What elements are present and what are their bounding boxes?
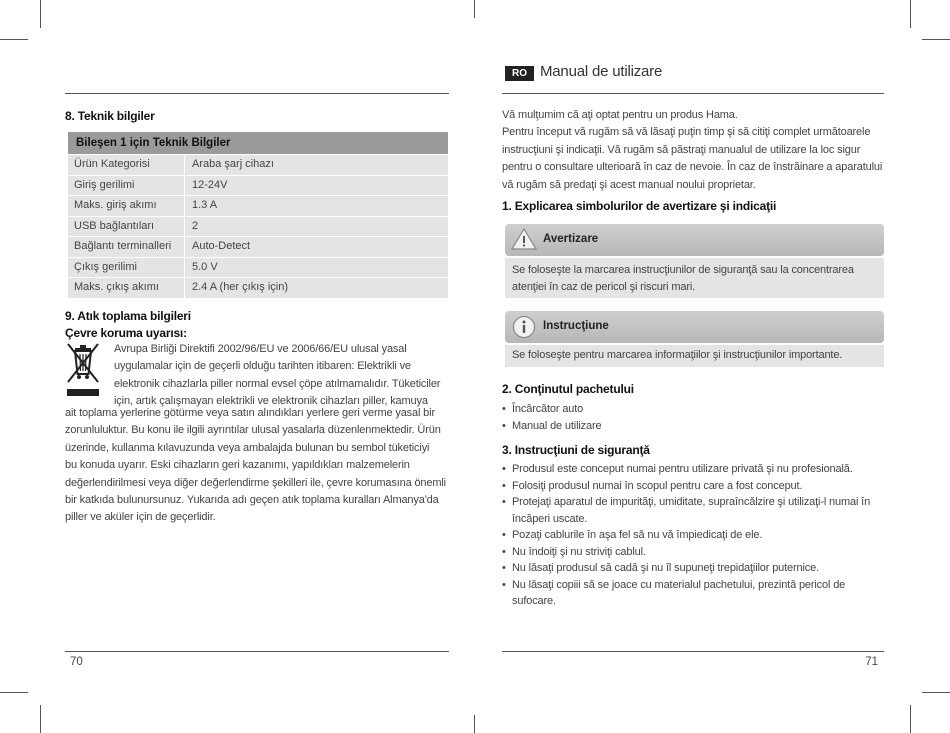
row-value: 5.0 V	[184, 258, 448, 278]
text-line: üzerinde, kullanma kılavuzunda veya ambalajda bulunan bu sembol tüketiciyi	[65, 441, 430, 454]
text-line: Folosiţi produsul numai în scopul pentru care a fost conceput.	[512, 479, 803, 492]
right-page	[502, 0, 884, 733]
crop-mark	[40, 0, 41, 28]
text-line: Se foloseşte pentru marcarea informaţiilor şi instrucţiunilor importante.	[512, 349, 843, 361]
footer-rule	[65, 651, 449, 652]
text-line: bir katkıda bulunursunuz. Yukarıda adı geçen atık toplama kuralları Almanya'da	[65, 494, 439, 507]
warning-label: Avertizare	[543, 233, 599, 245]
text-line: ait toplama yerlerine götürme veya satın alındıkları yerlere geri verme yasal bir	[65, 407, 435, 419]
crop-mark	[922, 692, 950, 693]
text-line: Nu lăsaţi produsul să cadă şi nu îl supuneţi trepidaţiilor puternice.	[512, 562, 819, 574]
text-line: sufocare.	[512, 595, 556, 607]
disposal-text	[65, 405, 446, 527]
page-number: 71	[865, 656, 878, 668]
warning-icon	[511, 227, 537, 251]
text-line: Se foloseşte la marcarea instrucţiunilor de siguranţă sau la concentrarea	[512, 264, 854, 276]
text-line: instrucţiuni şi indicaţii. Vă rugăm să păstraţi manualul de utilizare la loc sigur	[502, 143, 861, 156]
text-line: încăperi uscate.	[512, 512, 588, 525]
section-9-subtitle: Çevre koruma uyarısı:	[65, 326, 187, 340]
row-label: Çıkış gerilimi	[74, 260, 137, 273]
spec-table	[68, 132, 448, 298]
list-item	[502, 544, 884, 561]
row-label: Bağlantı terminalleri	[74, 240, 172, 252]
row-value: 1.3 A	[184, 196, 448, 216]
instruction-callout-body	[505, 345, 884, 367]
text-line: elektronik cihazlarla piller normal evsel çöpe atılmamalıdır. Tüketiciler	[114, 377, 441, 390]
text-line: piller ve aküler için de geçerlidir.	[65, 511, 216, 524]
crop-mark	[910, 705, 911, 733]
list-item	[502, 527, 884, 544]
row-value: 2	[184, 217, 448, 237]
row-label: Giriş gerilimi	[74, 178, 135, 191]
table-row	[68, 196, 448, 216]
crop-mark	[922, 39, 950, 40]
text-line: Pentru început vă rugăm să vă lăsaţi puţin timp şi să citiţi complet următoarele	[502, 126, 871, 139]
crop-mark	[474, 715, 475, 733]
section-2-title: 2. Conţinutul pachetului	[502, 382, 634, 396]
list-item	[502, 577, 884, 610]
table-row	[68, 217, 448, 237]
text-line: zorunluluktur. Bu konu ile ilgili ayrıntılar ulusal yasalarla düzenlenmektedir. Ürün	[65, 424, 441, 437]
text-line: bu konuda uyarır. Eski cihazların geri kazanımı, yapıldıkları malzemelerin	[65, 459, 410, 472]
crop-mark	[0, 39, 28, 40]
table-row	[68, 258, 448, 278]
text-line: • Nu lăsaţi copiii să se joace cu materialul pachetului, prezintă pericol de	[512, 578, 846, 591]
crop-mark	[40, 705, 41, 733]
text-line: pentru o consultare ulterioară în caz de nevoie. În caz de înstrăinare a aparatului	[502, 161, 883, 174]
section-9-title: 9. Atık toplama bilgileri	[65, 309, 191, 323]
crossed-bin-icon	[66, 342, 100, 398]
list-item	[502, 494, 884, 527]
row-label: Maks. çıkış akımı	[74, 281, 159, 293]
row-value: Araba şarj cihazı	[184, 155, 448, 175]
table-row	[68, 278, 448, 298]
text-line: Pozaţi cablurile în aşa fel să nu vă împiedicaţi de ele.	[512, 529, 763, 541]
package-contents-list	[502, 401, 601, 434]
warning-callout-body	[505, 258, 884, 298]
footer-rule	[502, 651, 884, 652]
table-row	[68, 155, 448, 175]
list-item	[502, 478, 884, 495]
row-value: 2.4 A (her çıkış için)	[184, 278, 448, 298]
header-rule	[502, 93, 884, 94]
page-number: 70	[70, 656, 83, 668]
table-row	[68, 176, 448, 196]
spec-rows	[68, 155, 448, 298]
text-line: uygulamalar için de geçerli olduğu tarihten itibaren: Elektrikli ve	[114, 360, 411, 373]
instruction-label: Instrucţiune	[543, 320, 609, 332]
text-line: vă rugăm să predaţi şi acest manual noului proprietar.	[502, 178, 756, 191]
list-item: • Manual de utilizare	[502, 418, 601, 435]
crop-mark	[0, 692, 28, 693]
safety-list	[502, 461, 884, 610]
text-line: Vă mulţumim că aţi optat pentru un produs Hama.	[502, 109, 738, 121]
crop-mark	[474, 0, 475, 18]
disposal-indented-text	[114, 341, 440, 411]
text-line: değerlendirilmesi veya diğer değerlendirme şekilleri ile, çevre korumasına önemli	[65, 476, 446, 489]
list-item: • Încărcător auto	[502, 401, 601, 418]
list-item	[502, 560, 884, 577]
header-title: Manual de utilizare	[540, 63, 663, 80]
instruction-callout-header	[505, 311, 884, 343]
warning-callout-header	[505, 224, 884, 256]
intro-text	[502, 107, 882, 194]
row-label: Ürün Kategorisi	[74, 158, 150, 170]
language-badge: RO	[505, 66, 534, 81]
section-3-title: 3. Instrucţiuni de siguranţă	[502, 443, 650, 457]
row-value: 12-24V	[184, 176, 448, 196]
left-page	[65, 0, 449, 733]
section-8-title: 8. Teknik bilgiler	[65, 109, 155, 123]
row-value: Auto-Detect	[184, 237, 448, 257]
section-1-title: 1. Explicarea simbolurilor de avertizare şi indicaţii	[502, 199, 777, 213]
text-line: • Protejaţi aparatul de impurităţi, umiditate, supraîncălzire şi utilizaţi-l numai în	[512, 496, 871, 508]
list-item	[502, 461, 884, 478]
text-line: atenţiei în caz de pericol şi riscuri mari.	[512, 281, 696, 294]
spec-table-title: Bileşen 1 için Teknik Bilgiler	[68, 132, 448, 154]
row-label: Maks. giriş akımı	[74, 199, 157, 211]
info-icon	[512, 315, 536, 339]
row-label: USB bağlantıları	[74, 219, 155, 232]
text-line: için, artık çalışmayan elektrikli ve elektronik cihazları piller, kamuya	[114, 395, 428, 408]
text-line: Avrupa Birliği Direktifi 2002/96/EU ve 2006/66/EU ulusal yasal	[114, 343, 407, 355]
header-rule	[65, 93, 449, 94]
crop-mark	[910, 0, 911, 28]
text-line: Nu îndoiţi şi nu striviţi cablul.	[512, 545, 646, 558]
text-line: Produsul este conceput numai pentru utilizare privată şi nu profesională.	[512, 463, 853, 475]
table-row	[68, 237, 448, 257]
